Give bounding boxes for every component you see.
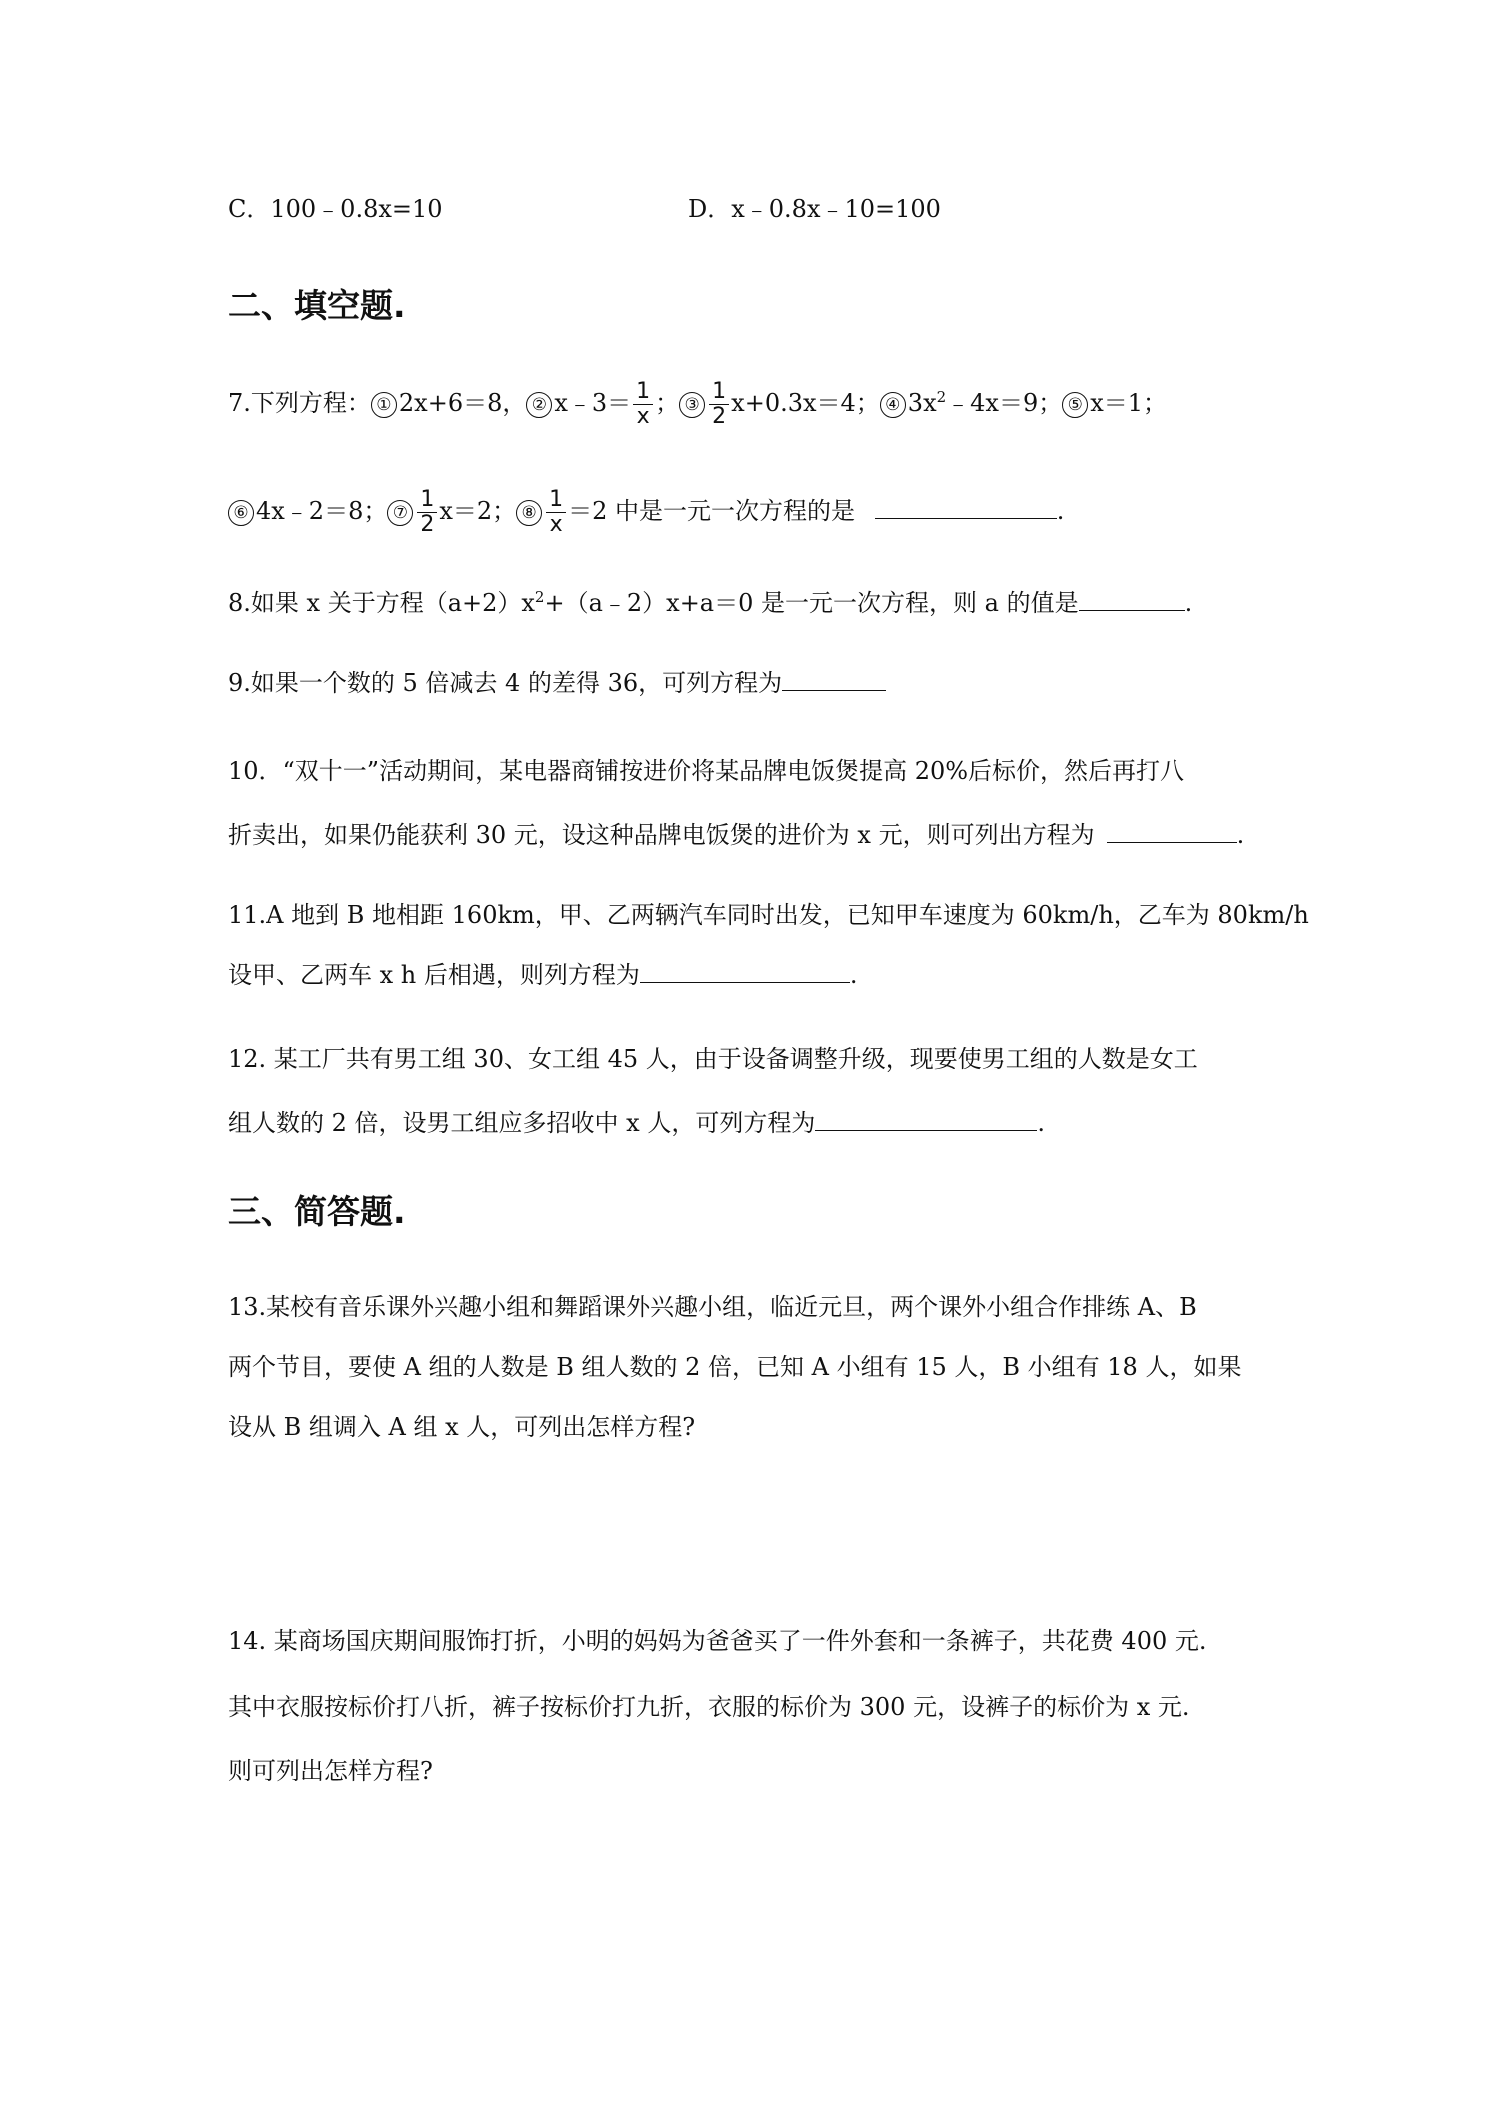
- circled-number-7: ⑦: [387, 500, 413, 526]
- question-7-line-2: [228, 488, 1064, 537]
- q7-period: .: [1056, 497, 1065, 525]
- question-9: [228, 666, 886, 700]
- question-10-line-1: 10．“双十一”活动期间，某电器商铺按进价将某品牌电饭煲提高 20%后标价，然后再打八: [228, 757, 1185, 785]
- q8-text-b: +（a﹣2）x+a＝0 是一元一次方程，则 a 的值是: [544, 589, 1079, 617]
- circled-number-8: ⑧: [516, 500, 542, 526]
- q10-text: 折卖出，如果仍能获利 30 元，设这种品牌电饭煲的进价为 x 元，则可列出方程为: [228, 821, 1095, 849]
- q8-exponent: 2: [534, 588, 545, 606]
- answer-blank-q8[interactable]: [1079, 586, 1185, 611]
- answer-blank-q9[interactable]: [782, 666, 886, 691]
- question-13-line-1: 13.某校有音乐课外兴趣小组和舞蹈课外兴趣小组，临近元旦，两个课外小组合作排练 A、B: [228, 1293, 1197, 1321]
- equation-4b: ﹣4x＝9；: [946, 389, 1063, 417]
- answer-blank-q7[interactable]: [875, 494, 1057, 519]
- section-short-answer-heading: 三、简答题.: [228, 1192, 406, 1231]
- answer-blank-q10[interactable]: [1107, 818, 1237, 843]
- answer-blank-q12[interactable]: [815, 1106, 1037, 1131]
- choice-c: C．100﹣0.8x=10: [228, 195, 443, 223]
- exponent-2: 2: [936, 388, 947, 406]
- equation-2b: ；: [655, 389, 680, 417]
- fraction-1-over-x: $\frac{1}{x}$: [633, 380, 653, 429]
- answer-blank-q11[interactable]: [640, 958, 850, 983]
- equation-7: x＝2；: [439, 497, 517, 525]
- q7-prefix: 7.下列方程：: [228, 389, 371, 417]
- q11-text: 设甲、乙两车 x h 后相遇，则列方程为: [228, 961, 640, 989]
- q11-period: .: [849, 961, 858, 989]
- circled-number-4: ④: [880, 392, 906, 418]
- choice-d: D．x﹣0.8x﹣10=100: [688, 195, 941, 223]
- question-7-line-1: [228, 380, 1167, 429]
- circled-number-1: ①: [371, 392, 397, 418]
- circled-number-5: ⑤: [1062, 392, 1088, 418]
- fraction-1-over-2: $\frac{1}{2}$: [709, 380, 729, 429]
- equation-1: 2x+6＝8，: [398, 389, 527, 417]
- question-14-line-2: 其中衣服按标价打八折，裤子按标价打九折，衣服的标价为 300 元，设裤子的标价为 x 元.: [228, 1693, 1190, 1721]
- question-12-line-1: 12. 某工厂共有男工组 30、女工组 45 人，由于设备调整升级，现要使男工组的人数是女工: [228, 1045, 1198, 1073]
- circled-number-3: ③: [679, 392, 705, 418]
- q10-period: .: [1236, 821, 1245, 849]
- equation-5: x＝1；: [1090, 389, 1168, 417]
- fraction-1-over-x: $\frac{1}{x}$: [546, 488, 566, 537]
- q12-text: 组人数的 2 倍，设男工组应多招收中 x 人，可列方程为: [228, 1109, 816, 1137]
- section-fill-in-heading: 二、填空题.: [228, 286, 406, 325]
- equation-4a: 3x: [907, 389, 937, 417]
- q12-period: .: [1037, 1109, 1045, 1137]
- q8-text-a: 8.如果 x 关于方程（a+2）x: [228, 589, 535, 617]
- circled-number-2: ②: [526, 392, 552, 418]
- question-8: [228, 586, 1192, 620]
- question-13-line-3: 设从 B 组调入 A 组 x 人，可列出怎样方程?: [228, 1413, 696, 1441]
- circled-number-6: ⑥: [228, 500, 254, 526]
- equation-6: 4x﹣2＝8；: [256, 497, 388, 525]
- q9-text: 9.如果一个数的 5 倍减去 4 的差得 36，可列方程为: [228, 669, 783, 697]
- question-14-line-3: 则可列出怎样方程?: [228, 1757, 433, 1785]
- question-13-line-2: 两个节目，要使 A 组的人数是 B 组人数的 2 倍，已知 A 小组有 15 人，B 小组有 18 人，如果: [228, 1353, 1242, 1381]
- question-10-line-2: [228, 818, 1244, 852]
- fraction-1-over-2: $\frac{1}{2}$: [417, 488, 437, 537]
- question-11-line-1: 11.A 地到 B 地相距 160km，甲、乙两辆汽车同时出发，已知甲车速度为 60km/h，乙车为 80km/h: [228, 901, 1309, 929]
- equation-2a: x﹣3＝: [554, 389, 632, 417]
- q8-period: .: [1184, 589, 1193, 617]
- question-12-line-2: [228, 1106, 1045, 1140]
- equation-8: ＝2 中是一元一次方程的是: [568, 497, 856, 525]
- equation-3: x+0.3x＝4；: [731, 389, 880, 417]
- question-11-line-2: [228, 958, 858, 992]
- question-14-line-1: 14. 某商场国庆期间服饰打折，小明的妈妈为爸爸买了一件外套和一条裤子，共花费 400 元.: [228, 1627, 1207, 1655]
